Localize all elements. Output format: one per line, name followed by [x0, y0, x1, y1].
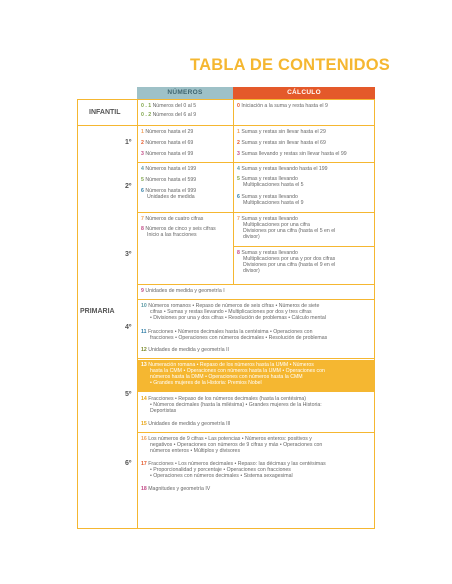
list-item: números enteros • Múltiplos y divisores: [150, 448, 241, 454]
list-item: 2 Sumas y restas sin llevar hasta el 69: [237, 140, 326, 146]
list-item: • Números decimales (hasta la milésima) • Grandes mujeres de la Historia:: [150, 402, 322, 408]
list-item: • Divisiones por una y dos cifras • Resolución de problemas • Cálculo mental: [150, 315, 326, 321]
list-item: 14 Fracciones • Repaso de los números decimales (hasta la centésima): [141, 396, 307, 402]
grade-3: 3º: [125, 251, 132, 258]
list-item: Divisiones por una cifra (hasta el 9 en el: [243, 262, 336, 268]
list-item: 5 Números hasta el 599: [141, 177, 197, 183]
list-item: Multiplicaciones hasta el 5: [243, 182, 304, 188]
list-item: Multiplicaciones hasta el 9: [243, 200, 304, 206]
list-item: Deportistas: [150, 408, 177, 414]
list-item: 0 . 1 Números del 0 al 5: [141, 103, 197, 109]
list-item: Multiplicaciones por una cifra: [243, 222, 310, 228]
list-item: 1 Números hasta el 29: [141, 129, 194, 135]
list-item: 0 Iniciación a la suma y resta hasta el 9: [237, 103, 328, 109]
list-item: 18 Magnitudes y geometría IV: [141, 486, 211, 492]
list-item: • Proporcionalidad y porcentaje • Operaciones con fracciones: [150, 467, 291, 473]
grade-2: 2º: [125, 183, 132, 190]
list-item: 11 Fracciones • Números decimales hasta la centésima • Operaciones con: [141, 329, 313, 335]
list-item: fracciones • Operaciones con números decimales • Resolución de problemas: [150, 335, 328, 341]
grade-6: 6º: [125, 460, 132, 467]
list-item: 2 Números hasta el 69: [141, 140, 194, 146]
level-primaria: PRIMARIA: [80, 308, 115, 315]
list-item: • Operaciones con números decimales • Sistema sexagesimal: [150, 473, 293, 479]
list-item: 13 Numeración romana • Repaso de los números hasta la UMM • Números: [141, 362, 314, 368]
list-item: 12 Unidades de medida y geometría II: [141, 347, 229, 353]
list-item: 6 Sumas y restas llevando: [237, 194, 298, 200]
list-item: 9 Unidades de medida y geometría I: [141, 288, 225, 294]
list-item: Inicio a las fracciones: [147, 232, 197, 238]
level-infantil: INFANTIL: [89, 109, 121, 116]
grade-4: 4º: [125, 324, 132, 331]
list-item: 17 Fracciones • Los números decimales • Repaso: las décimas y las centésimas: [141, 461, 326, 467]
list-item: Divisiones por una cifra (hasta el 5 en el: [243, 228, 336, 234]
list-item: Unidades de medida: [147, 194, 195, 200]
list-item: • Grandes mujeres de la Historia: Premios Nobel: [150, 380, 262, 386]
list-item: 6 Números hasta el 999: [141, 188, 197, 194]
header-numeros: NÚMEROS: [137, 87, 233, 99]
list-item: 1 Sumas y restas sin llevar hasta el 29: [237, 129, 326, 135]
grade-5: 5º: [125, 391, 132, 398]
list-item: cifras • Sumas y restas llevando • Multiplicaciones por dos y tres cifras: [150, 309, 312, 315]
list-item: Multiplicaciones por una y por dos cifras: [243, 256, 336, 262]
list-item: 3 Números hasta el 99: [141, 151, 194, 157]
list-item: 15 Unidades de medida y geometría III: [141, 421, 231, 427]
list-item: divisor): [243, 234, 260, 240]
highlight-block: [138, 360, 374, 392]
list-item: 3 Sumas llevando y restas sin llevar hasta el 99: [237, 151, 347, 157]
list-item: divisor): [243, 268, 260, 274]
header-calculo: CÁLCULO: [233, 87, 375, 99]
list-item: 5 Sumas y restas llevando: [237, 176, 298, 182]
grade-1: 1º: [125, 139, 132, 146]
list-item: 4 Sumas y restas llevando hasta el 199: [237, 166, 328, 172]
list-item: 7 Sumas y restas llevando: [237, 216, 298, 222]
list-item: negativos • Operaciones con números de 9 cifras y más • Operaciones con: [150, 442, 323, 448]
page-title: TABLA DE CONTENIDOS: [190, 56, 390, 74]
list-item: 10 Números romanos • Repaso de números de seis cifras • Números de siete: [141, 303, 320, 309]
list-item: 4 Números hasta el 199: [141, 166, 197, 172]
list-item: 0 . 2 Números del 6 al 9: [141, 112, 197, 118]
list-item: 8 Sumas y restas llevando: [237, 250, 298, 256]
list-item: 8 Números de cinco y seis cifras: [141, 226, 216, 232]
list-item: 7 Números de cuatro cifras: [141, 216, 204, 222]
list-item: 16 Los números de 9 cifras • Las potencias • Números enteros: positivos y: [141, 436, 312, 442]
list-item: números hasta la DMM • Operaciones con números hasta la CMM: [150, 374, 303, 380]
list-item: hasta la CMM • Operaciones con números hasta la UMM • Operaciones con: [150, 368, 325, 374]
